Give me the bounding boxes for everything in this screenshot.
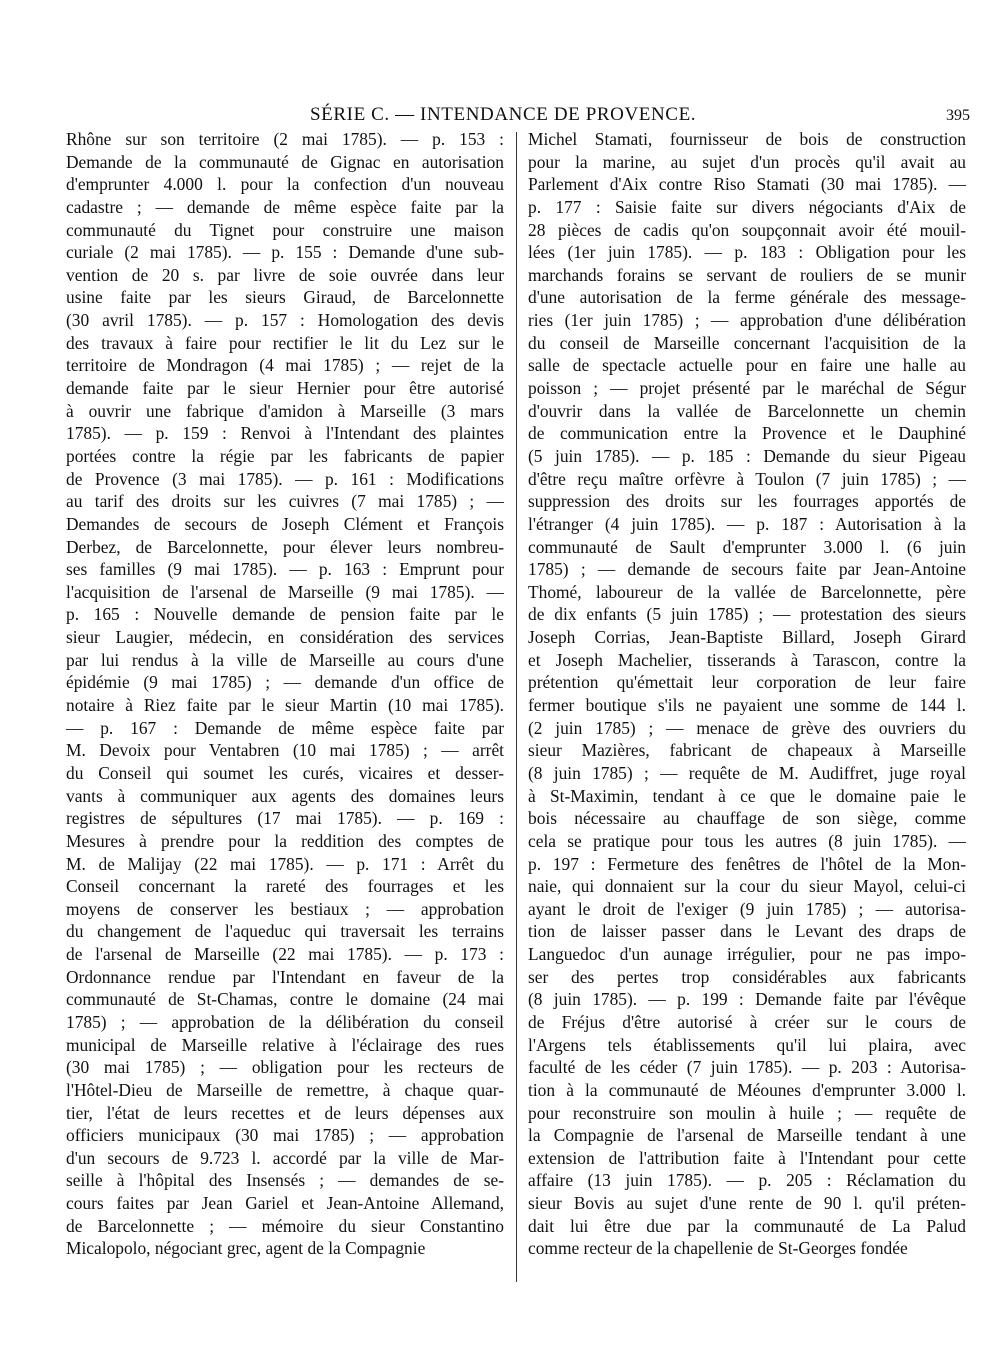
text-line: sieur Laugier, médecin, en considération des services xyxy=(66,627,504,648)
text-line: moyens de conserver les bestiaux ; — approbation xyxy=(66,898,504,919)
text-line: (30 mai 1785) ; — obligation pour les recteurs de xyxy=(66,1057,504,1078)
text-line: d'un secours de 9.723 l. accordé par la ville de Mar- xyxy=(66,1147,504,1168)
text-line: à St-Maximin, tendant à ce que le domaine paie le xyxy=(528,785,966,806)
text-line: vention de 20 s. par livre de soie ouvrée dans leur xyxy=(66,264,504,285)
text-line: Rhône sur son territoire (2 mai 1785). — p. 153 : xyxy=(66,129,504,149)
text-line: portées contre la régie par les fabricants de papier xyxy=(66,445,504,466)
text-line: poisson ; — projet présenté par le maréchal de Ségur xyxy=(528,378,966,399)
text-line: de Barcelonnette ; — mémoire du sieur Constantino xyxy=(66,1215,504,1236)
text-line: à ouvrir une fabrique d'amidon à Marseille (3 mars xyxy=(66,400,504,421)
text-line: (30 avril 1785). — p. 157 : Homologation des devis xyxy=(66,310,504,331)
text-line: cela se pratique pour tous les autres (8 juin 1785). — xyxy=(528,830,966,851)
text-line: Conseil concernant la rareté des fourrages et les xyxy=(66,876,504,897)
text-line: p. 197 : Fermeture des fenêtres de l'hôtel de la Mon- xyxy=(528,853,966,874)
text-line: territoire de Mondragon (4 mai 1785) ; — rejet de la xyxy=(66,355,504,376)
text-line: M. Devoix pour Ventabren (10 mai 1785) ; — arrêt xyxy=(66,740,504,761)
text-line: de communication entre la Provence et le Dauphiné xyxy=(528,423,966,444)
text-line: cadastre ; — demande de même espèce faite par la xyxy=(66,196,504,217)
text-line: d'être reçu maître orfèvre à Toulon (7 juin 1785) ; — xyxy=(528,468,966,489)
text-line: ser des pertes trop considérables aux fabricants xyxy=(528,966,966,987)
text-line: p. 177 : Saisie faite sur divers négociants d'Aix de xyxy=(528,196,966,217)
text-line: registres de sépultures (17 mai 1785). — p. 169 : xyxy=(66,808,504,829)
text-line: Joseph Corrias, Jean-Baptiste Billard, Joseph Girard xyxy=(528,627,966,648)
text-line: de Fréjus d'être autorisé à créer sur le cours de xyxy=(528,1011,966,1032)
text-line: officiers municipaux (30 mai 1785) ; — approbation xyxy=(66,1125,504,1146)
page-title: SÉRIE C. — INTENDANCE DE PROVENCE. xyxy=(310,104,697,125)
column-divider xyxy=(516,132,517,1282)
text-line: Demande de la communauté de Gignac en autorisation xyxy=(66,151,504,172)
text-line: dait lui être due par la communauté de La Palud xyxy=(528,1215,966,1236)
text-line: ses familles (9 mai 1785). — p. 163 : Emprunt pour xyxy=(66,559,504,580)
text-line: Thomé, laboureur de la vallée de Barcelonnette, père xyxy=(528,581,966,602)
text-line: épidémie (9 mai 1785) ; — demande d'un office de xyxy=(66,672,504,693)
text-line: vants à communiquer aux agents des domaines leurs xyxy=(66,785,504,806)
text-line: extension de l'attribution faite à l'Intendant pour cette xyxy=(528,1147,966,1168)
text-line: (8 juin 1785) ; — requête de M. Audiffret, juge royal xyxy=(528,762,966,783)
text-line: Mesures à prendre pour la reddition des comptes de xyxy=(66,830,504,851)
text-line: bois nécessaire au chauffage de son siège, comme xyxy=(528,808,966,829)
text-line: d'ouvrir dans la vallée de Barcelonnette un chemin xyxy=(528,400,966,421)
text-line: M. de Malijay (22 mai 1785). — p. 171 : Arrêt du xyxy=(66,853,504,874)
right-column xyxy=(528,128,966,1288)
text-line: — p. 167 : Demande de même espèce faite par xyxy=(66,717,504,738)
text-line: de l'arsenal de Marseille (22 mai 1785). — p. 173 : xyxy=(66,944,504,965)
text-line: de Provence (3 mai 1785). — p. 161 : Modifications xyxy=(66,468,504,489)
text-line: l'Argens tels établissements qu'il lui plaira, avec xyxy=(528,1034,966,1055)
text-line: suppression des droits sur les fourrages apportés de xyxy=(528,491,966,512)
text-line: Ordonnance rendue par l'Intendant en faveur de la xyxy=(66,966,504,987)
text-line: pour reconstruire son moulin à huile ; — requête de xyxy=(528,1102,966,1123)
text-line: de dix enfants (5 juin 1785) ; — protestation des sieurs xyxy=(528,604,966,625)
text-line: communauté de St-Chamas, contre le domaine (24 mai xyxy=(66,989,504,1010)
text-line: marchands forains se servant de rouliers de se munir xyxy=(528,264,966,285)
text-line: l'acquisition de l'arsenal de Marseille (9 mai 1785). — xyxy=(66,581,504,602)
text-line: l'étranger (4 juin 1785). — p. 187 : Autorisation à la xyxy=(528,513,966,534)
text-line: tion de laisser passer dans le Levant des draps de xyxy=(528,921,966,942)
text-line: faculté de les céder (7 juin 1785). — p. 203 : Autorisa- xyxy=(528,1057,966,1078)
text-line: Parlement d'Aix contre Riso Stamati (30 mai 1785). — xyxy=(528,174,966,195)
text-line: municipal de Marseille relative à l'éclairage des rues xyxy=(66,1034,504,1055)
text-line: Demandes de secours de Joseph Clément et François xyxy=(66,513,504,534)
text-line: (8 juin 1785). — p. 199 : Demande faite par l'évêque xyxy=(528,989,966,1010)
text-line: ries (1er juin 1785) ; — approbation d'une délibération xyxy=(528,310,966,331)
text-line: demande faite par le sieur Hernier pour être autorisé xyxy=(66,378,504,399)
text-line: fermer boutique s'ils ne payaient une somme de 144 l. xyxy=(528,695,966,716)
text-line: Micalopolo, négociant grec, agent de la Compagnie xyxy=(66,1238,426,1259)
text-line: lées (1er juin 1785). — p. 183 : Obligation pour les xyxy=(528,242,966,263)
text-line: d'emprunter 4.000 l. pour la confection d'un nouveau xyxy=(66,174,504,195)
text-line: 28 pièces de cadis qu'on soupçonnait avoir été mouil- xyxy=(528,219,966,240)
text-line: 1785) ; — demande de secours faite par Jean-Antoine xyxy=(528,559,966,580)
text-line: tion à la communauté de Méounes d'emprunter 3.000 l. xyxy=(528,1079,966,1100)
text-line: (5 juin 1785). — p. 185 : Demande du sieur Pigeau xyxy=(528,445,966,466)
text-line: Languedoc d'un aunage irrégulier, pour ne pas impo- xyxy=(528,944,966,965)
text-line: et Joseph Machelier, tisserands à Tarascon, contre la xyxy=(528,649,966,670)
text-line: seille à l'hôpital des Insensés ; — demandes de se- xyxy=(66,1170,504,1191)
text-line: pour la marine, au sujet d'un procès qu'il avait au xyxy=(528,151,966,172)
text-line: Michel Stamati, fournisseur de bois de construction xyxy=(528,129,966,149)
text-line: p. 165 : Nouvelle demande de pension faite par le xyxy=(66,604,504,625)
text-line: du changement de l'aqueduc qui traversait les terrains xyxy=(66,921,504,942)
text-line: 1785) ; — approbation de la délibération du conseil xyxy=(66,1011,504,1032)
text-line: cours faites par Jean Gariel et Jean-Antoine Allemand, xyxy=(66,1193,504,1214)
text-line: tier, l'état de leurs recettes et de leurs dépenses aux xyxy=(66,1102,504,1123)
text-line: sieur Bovis au sujet d'une rente de 90 l. qu'il préten- xyxy=(528,1193,966,1214)
text-line: sieur Mazières, fabricant de chapeaux à Marseille xyxy=(528,740,966,761)
text-line: curiale (2 mai 1785). — p. 155 : Demande d'une sub- xyxy=(66,242,504,263)
text-line: notaire à Riez faite par le sieur Martin (10 mai 1785). xyxy=(66,695,504,716)
text-line: Derbez, de Barcelonnette, pour élever leurs nombreu- xyxy=(66,536,504,557)
text-line: comme recteur de la chapellenie de St-Georges fondée xyxy=(528,1238,908,1259)
text-line: communauté du Tignet pour construire une maison xyxy=(66,219,504,240)
page-number: 395 xyxy=(946,107,970,124)
text-line: ayant le droit de l'exiger (9 juin 1785) ; — autorisa- xyxy=(528,898,966,919)
left-column xyxy=(66,128,504,1288)
text-line: par lui rendus à la ville de Marseille au cours d'une xyxy=(66,649,504,670)
text-line: au tarif des droits sur les cuivres (7 mai 1785) ; — xyxy=(66,491,504,512)
text-line: prétention qu'émettait leur corporation de leur faire xyxy=(528,672,966,693)
text-line: 1785). — p. 159 : Renvoi à l'Intendant des plaintes xyxy=(66,423,504,444)
text-line: naie, qui donnaient sur la cour du sieur Mayol, celui-ci xyxy=(528,876,966,897)
text-line: usine faite par les sieurs Giraud, de Barcelonnette xyxy=(66,287,504,308)
text-line: du conseil de Marseille concernant l'acquisition de la xyxy=(528,332,966,353)
text-line: affaire (13 juin 1785). — p. 205 : Réclamation du xyxy=(528,1170,966,1191)
text-line: l'Hôtel-Dieu de Marseille de remettre, à chaque quar- xyxy=(66,1079,504,1100)
text-line: la Compagnie de l'arsenal de Marseille tendant à une xyxy=(528,1125,966,1146)
text-line: du Conseil qui soumet les curés, vicaires et desser- xyxy=(66,762,504,783)
text-line: des travaux à faire pour rectifier le lit du Lez sur le xyxy=(66,332,504,353)
text-line: d'une autorisation de la ferme générale des message- xyxy=(528,287,966,308)
text-line: (2 juin 1785) ; — menace de grève des ouvriers du xyxy=(528,717,966,738)
text-line: salle de spectacle actuelle pour en faire une halle au xyxy=(528,355,966,376)
text-line: communauté de Sault d'emprunter 3.000 l. (6 juin xyxy=(528,536,966,557)
